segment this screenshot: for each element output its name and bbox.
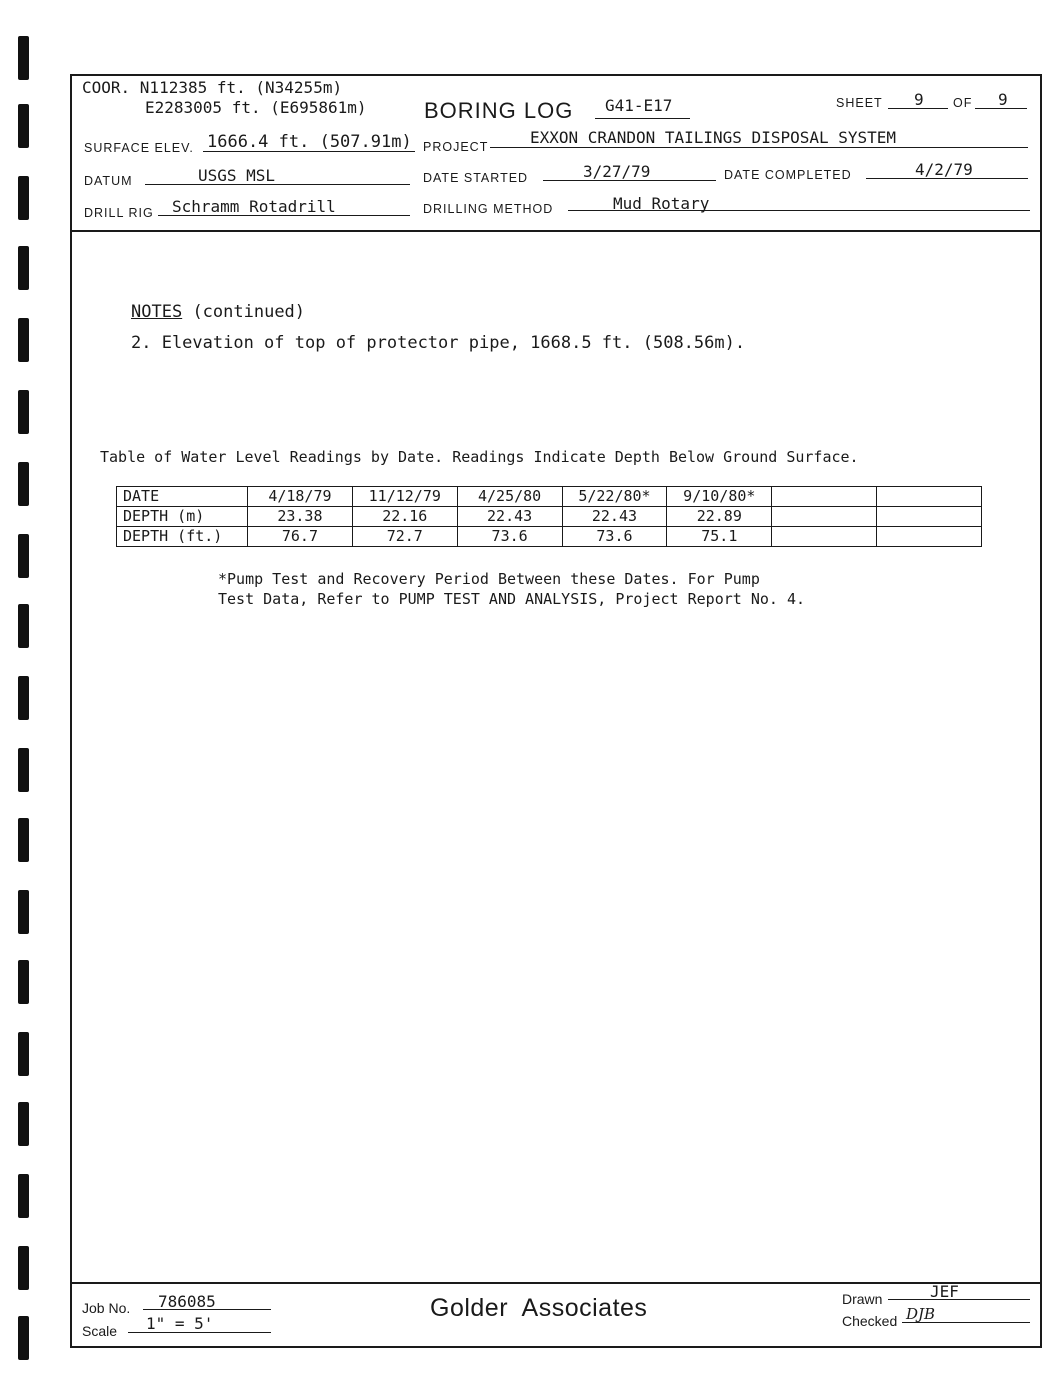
log-id: G41-E17: [605, 96, 673, 115]
drawn-value: JEF: [930, 1282, 959, 1301]
table-cell: 22.43: [562, 507, 667, 527]
table-cell: 75.1: [667, 527, 772, 547]
of-label: OF: [953, 96, 973, 110]
date-started-label: DATE STARTED: [423, 171, 529, 185]
job-no-label: Job No.: [82, 1300, 131, 1316]
table-cell: 9/10/80*: [667, 487, 772, 507]
project-label: PROJECT: [423, 140, 489, 154]
table-row-depth-ft: [117, 527, 982, 547]
table-cell: [772, 487, 877, 507]
table-cell: [772, 527, 877, 547]
table-cell: [877, 507, 982, 527]
date-completed-value: 4/2/79: [915, 160, 973, 179]
table-cell: 22.89: [667, 507, 772, 527]
table-cell: [877, 487, 982, 507]
job-no-value: 786085: [158, 1292, 216, 1311]
sheet-total: 9: [998, 90, 1008, 109]
drill-rig-label: DRILL RIG: [84, 206, 154, 220]
table-cell: 4/25/80: [457, 487, 562, 507]
header-divider: [70, 230, 1042, 232]
table-row-depth-m: [117, 507, 982, 527]
table-cell: 22.16: [352, 507, 457, 527]
notes-heading: NOTES (continued): [131, 302, 306, 322]
drilling-method-value: Mud Rotary: [613, 194, 710, 213]
water-level-table: [116, 486, 982, 547]
coordinates-north: COOR. N112385 ft. (N34255m): [82, 78, 343, 97]
footer-divider: [70, 1282, 1042, 1284]
date-completed-label: DATE COMPLETED: [724, 168, 852, 182]
footnote-line-1: *Pump Test and Recovery Period Between these Dates. For Pump: [218, 570, 760, 588]
table-cell: 73.6: [457, 527, 562, 547]
table-cell: [877, 527, 982, 547]
drawn-label: Drawn: [842, 1291, 883, 1307]
coordinates-east: E2283005 ft. (E695861m): [145, 98, 367, 117]
company-name: Golder Associates: [430, 1294, 648, 1322]
sheet-number: 9: [914, 90, 924, 109]
row-header: DATE: [117, 487, 248, 507]
table-cell: 22.43: [457, 507, 562, 527]
checked-label: Checked: [842, 1313, 898, 1329]
table-cell: 76.7: [248, 527, 353, 547]
page-title: BORING LOG: [424, 98, 574, 123]
drilling-method-label: DRILLING METHOD: [423, 202, 554, 216]
table-caption: Table of Water Level Readings by Date. Readings Indicate Depth Below Ground Surface.: [100, 448, 859, 466]
table-cell: [772, 507, 877, 527]
page-frame: [70, 74, 1042, 1348]
table-cell: 73.6: [562, 527, 667, 547]
row-header: DEPTH (m): [117, 507, 248, 527]
table-cell: 11/12/79: [352, 487, 457, 507]
datum-label: DATUM: [84, 174, 133, 188]
checked-value: DJB: [906, 1305, 936, 1323]
row-header: DEPTH (ft.): [117, 527, 248, 547]
datum-value: USGS MSL: [198, 166, 276, 185]
table-cell: 5/22/80*: [562, 487, 667, 507]
table-cell: 4/18/79: [248, 487, 353, 507]
drill-rig-value: Schramm Rotadrill: [172, 197, 336, 216]
sheet-label: SHEET: [836, 96, 883, 110]
table-cell: 72.7: [352, 527, 457, 547]
surface-elev-value: 1666.4 ft. (507.91m): [207, 132, 412, 152]
date-started-value: 3/27/79: [583, 162, 651, 181]
scale-label: Scale: [82, 1323, 118, 1339]
scale-value: 1" = 5': [146, 1314, 214, 1333]
note-item-2: 2. Elevation of top of protector pipe, 1668.5 ft. (508.56m).: [131, 333, 746, 353]
table-cell: 23.38: [248, 507, 353, 527]
table-row-date: [117, 487, 982, 507]
surface-elev-label: SURFACE ELEV.: [84, 141, 194, 155]
footnote-line-2: Test Data, Refer to PUMP TEST AND ANALYSIS, Project Report No. 4.: [218, 590, 805, 608]
project-value: EXXON CRANDON TAILINGS DISPOSAL SYSTEM: [530, 128, 897, 147]
